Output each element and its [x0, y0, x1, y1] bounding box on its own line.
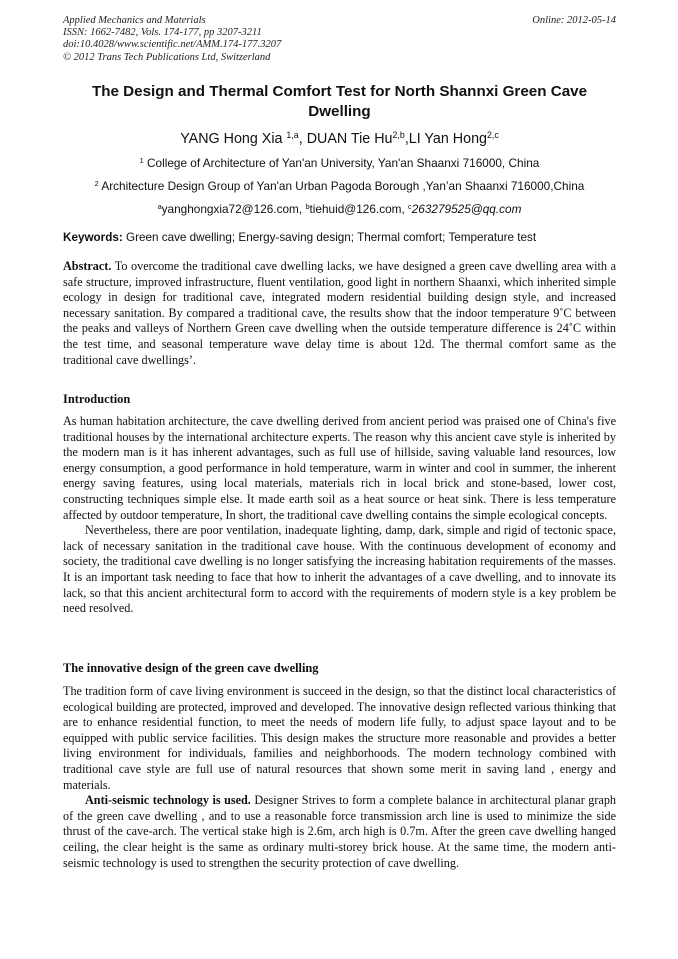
author-name: YANG Hong Xia — [180, 131, 287, 147]
paper-title: The Design and Thermal Comfort Test for North Shannxi Green Cave Dwelling — [91, 83, 588, 120]
affiliation-text: Architecture Design Group of Yan'an Urban Pagoda Borough ,Yan’an Shaanxi 716000,China — [98, 179, 585, 193]
online-date: Online: 2012-05-14 — [532, 15, 616, 26]
email-b[interactable]: tiehuid@126.com, — [309, 202, 409, 216]
paragraph-text: Designer Strives to form a complete balance in architectural planar graph of the green cave dwelling , and to use a reasonable force transmission arch line is used to minimize the side thrust of the cave-arch. The vertical stake high is 2.6m, arch high is 0.7m. After the green cave dwelling hanged ceiling, the clear height is the same as ordinary multi-storey brick house. At the same time, the modern anti-seismic technology is used to strengthen the security protection of cave dwelling. — [63, 793, 617, 870]
affiliation-number: 2 — [94, 178, 99, 188]
issn-line: ISSN: 1662-7482, Vols. 174-177, pp 3207-3211 — [63, 27, 262, 39]
keywords-line — [63, 230, 616, 245]
paragraph-lead: Anti-seismic technology is used. — [85, 793, 251, 808]
author-superscript: 2,c — [486, 130, 499, 141]
affiliation-text: College of Architecture of Yan'an University, Yan'an Shaanxi 716000, China — [143, 156, 540, 170]
keywords-label: Keywords: — [63, 231, 123, 244]
author-superscript: 2,b — [392, 130, 405, 141]
paragraph — [63, 793, 616, 871]
abstract-paragraph — [63, 259, 616, 368]
email-superscript: c — [408, 201, 412, 211]
introduction-body — [63, 414, 616, 617]
abstract-text: To overcome the traditional cave dwelling lacks, we have designed a green cave dwelling area with a safe structure, improved infrastructure, fluent ventilation, good light in northern Shaanxi, which inherited simple ecology in design for traditional cave, integrated modern residential building design style, and increased necessary sanitation. By compared a traditional cave, the results show that the indoor temperature 9˚C between the peaks and valleys of Northern Green cave dwelling when the outside temperature difference is 24˚C within the test time, and seasonal temperature wave delay time is about 12d. The thermal comfort same as the traditional cave dwellings’. — [63, 259, 616, 367]
email-superscript: a — [157, 201, 162, 211]
paragraph: The tradition form of cave living environment is succeed in the design, so that the distinct local characteristics of ecological building are protected, improved and developed. The innovative design reflected various thinking that are to enhance residential function, to meet the needs of modern life fully, to adjust space layout and to be equipped with public service facilities. This design makes the structure more reasonable and provides a better living environment for individuals, families and neighborhoods. The modern technology combined with traditional cave style are full use of natural resources that shown some merit in saving land , energy and materials. — [63, 684, 616, 792]
author-name: ,LI Yan Hong — [404, 131, 487, 147]
email-a[interactable]: yanghongxia72@126.com, — [161, 202, 306, 216]
doi-line: doi:10.4028/www.scientific.net/AMM.174-177.3207 — [63, 39, 282, 51]
author-emails — [63, 202, 616, 217]
author-superscript: 1,a — [286, 130, 299, 141]
email-c[interactable]: 263279525@qq.com — [411, 202, 522, 216]
abstract-label: Abstract. — [63, 259, 112, 273]
affiliation-1 — [63, 156, 616, 171]
journal-name: Applied Mechanics and Materials — [63, 15, 206, 26]
author-name: , DUAN Tie Hu — [298, 131, 393, 147]
affiliation-number: 1 — [139, 155, 144, 165]
email-superscript: b — [305, 201, 310, 211]
keywords-text: Green cave dwelling; Energy-saving design; Thermal comfort; Temperature test — [122, 231, 537, 244]
journal-header — [63, 15, 616, 64]
section-heading-innovative-design: The innovative design of the green cave dwelling — [63, 661, 319, 675]
affiliation-2 — [63, 179, 616, 194]
paragraph: As human habitation architecture, the cave dwelling derived from ancient period was praised one of China's five traditional houses by the international architecture experts. The reason why this ancient cave style is inherited by the modern man is it has inherent advantages, such as full use of hillside, saving valuable land resources, low energy consumption, a good performance in hold temperature, warm in winter and cool in summer, the inherent energy saving features, using local materials, materials rich in local brick and stone-based, lower cost, constructing techniques simple else. It made earth soil as a heat source or heat sink. There is less temperature affected by outdoor temperature, In short, the traditional cave dwelling contains the simple ecological concepts. — [63, 414, 616, 522]
section-heading-introduction: Introduction — [63, 392, 131, 406]
paragraph: Nevertheless, there are poor ventilation, inadequate lighting, damp, dark, simple and rigid of tectonic space, lack of necessary sanitation in the traditional cave house. With the continuous development of economy and society, the traditional cave dwelling is no longer satisfying the increasing habitation requirements of the masses. It is an important task needing to face that how to inherit the advantages of a cave dwelling, and to innovate its lack, so that this ancient architectural form to accord with the requirements of modern style is a key problem be need resolved. — [63, 523, 616, 616]
copyright-line: © 2012 Trans Tech Publications Ltd, Switzerland — [63, 51, 271, 63]
author-list — [63, 130, 616, 148]
innovative-design-body — [63, 684, 616, 871]
